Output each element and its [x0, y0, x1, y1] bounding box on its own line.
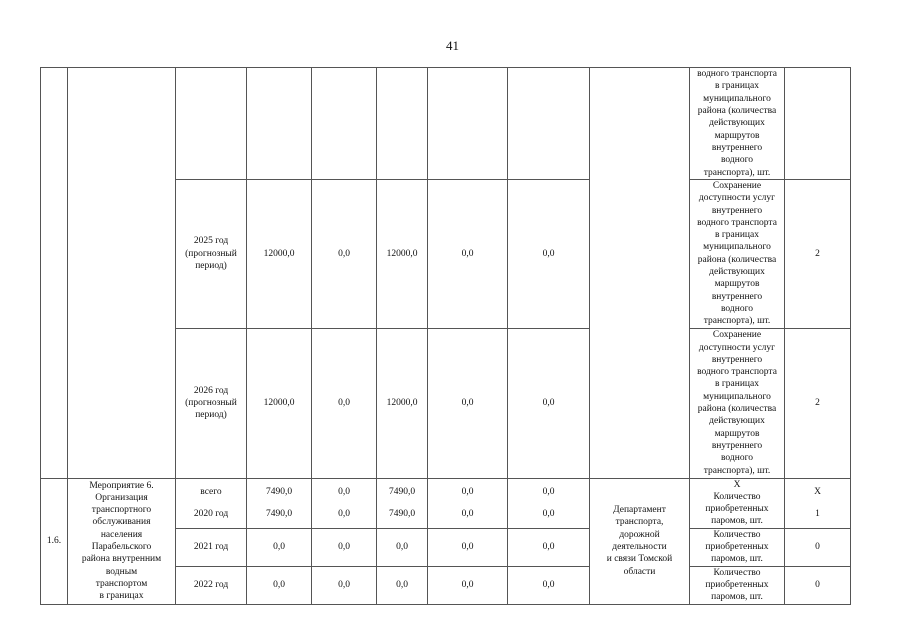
- responsible-cell: Департамент транспорта, дорожной деятельности и связи Томской области: [590, 478, 690, 604]
- amount-cell: 0,0: [312, 328, 377, 478]
- responsible-cell-empty: [590, 68, 690, 479]
- total-cell: 0,0: [247, 528, 312, 566]
- amount-cell: 0,0: [428, 180, 508, 329]
- amount-cell: 0,0 0,0: [428, 478, 508, 528]
- table-row: [41, 478, 851, 528]
- table-row: [41, 68, 851, 180]
- period-cell: 2022 год: [176, 566, 247, 604]
- amount-cell: 0,0: [508, 180, 590, 329]
- amount-cell: 0,0: [312, 180, 377, 329]
- amount-cell: 12000,0: [377, 328, 428, 478]
- indicator-value-cell: 2: [785, 180, 851, 329]
- total-cell: 0,0: [247, 566, 312, 604]
- activity-name-cell-empty: [68, 68, 176, 479]
- indicator-cell: Сохранение доступности услуг внутреннего водного транспорта в границах муниципального района (количества действующих маршрутов внутреннего водного транспорта), шт.: [690, 180, 785, 329]
- program-activities-table: [40, 67, 851, 605]
- indicator-cell: Сохранение доступности услуг внутреннего водного транспорта в границах муниципального района (количества действующих маршрутов внутреннего водного транспорта), шт.: [690, 328, 785, 478]
- amount-cell: 12000,0: [377, 180, 428, 329]
- amount-cell: 7490,0 7490,0: [377, 478, 428, 528]
- indicator-value-cell: Х 1: [785, 478, 851, 528]
- amount-cell: 0,0: [377, 566, 428, 604]
- amount-cell: 0,0: [428, 566, 508, 604]
- period-cell: 2025 год (прогнозный период): [176, 180, 247, 329]
- activity-name-cell: Мероприятие 6. Организация транспортного обслуживания населения Парабельского района внутренним водным транспортом в границах: [68, 478, 176, 604]
- period-cell: 2026 год (прогнозный период): [176, 328, 247, 478]
- total-cell: 12000,0: [247, 328, 312, 478]
- amount-cell: 0,0 0,0: [312, 478, 377, 528]
- indicator-cell: Х Количество приобретенных паромов, шт.: [690, 478, 785, 528]
- total-cell: 7490,0 7490,0: [247, 478, 312, 528]
- number-cell-empty: [41, 68, 68, 479]
- indicator-value-cell: 0: [785, 566, 851, 604]
- total-cell: 12000,0: [247, 180, 312, 329]
- indicator-cell: Количество приобретенных паромов, шт.: [690, 528, 785, 566]
- amount-cell: 0,0: [377, 528, 428, 566]
- amount-cell: 0,0: [508, 328, 590, 478]
- period-cell: 2021 год: [176, 528, 247, 566]
- amount-cell: 0,0: [508, 528, 590, 566]
- indicator-cell: Количество приобретенных паромов, шт.: [690, 566, 785, 604]
- amount-cell: 0,0: [428, 528, 508, 566]
- activity-number-cell: 1.6.: [41, 478, 68, 604]
- indicator-value-cell: 0: [785, 528, 851, 566]
- amount-cell: 0,0: [428, 328, 508, 478]
- amount-cell: 0,0: [312, 566, 377, 604]
- amount-cell: 0,0 0,0: [508, 478, 590, 528]
- indicator-cell: водного транспорта в границах муниципального района (количества действующих маршрутов внутреннего водного транспорта), шт.: [690, 68, 785, 180]
- page-number: 41: [446, 38, 459, 53]
- indicator-value-cell: 2: [785, 328, 851, 478]
- amount-cell: 0,0: [312, 528, 377, 566]
- period-cell: всего 2020 год: [176, 478, 247, 528]
- amount-cell: 0,0: [508, 566, 590, 604]
